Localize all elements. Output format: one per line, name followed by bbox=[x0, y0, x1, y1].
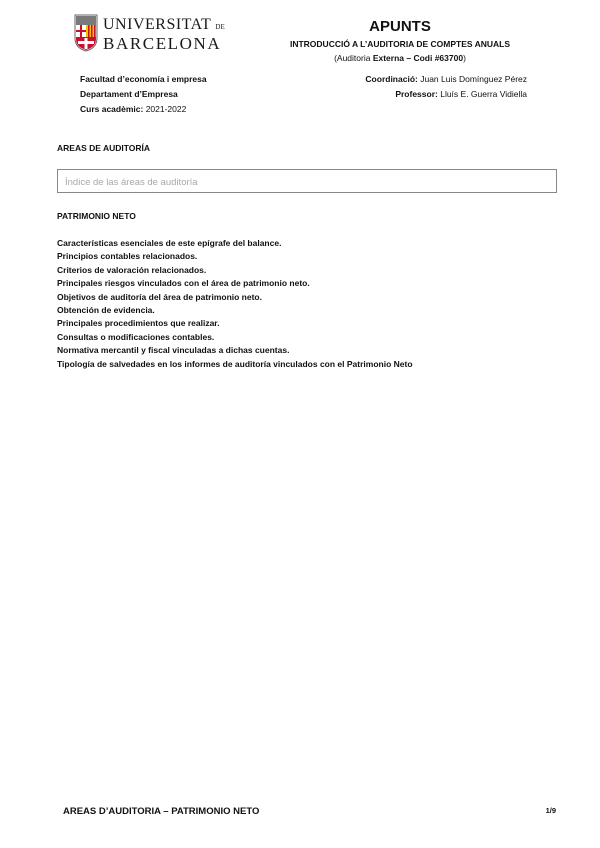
section-heading-patrimonio: PATRIMONIO NETO bbox=[57, 211, 136, 221]
topic-item: Obtención de evidencia. bbox=[57, 305, 155, 316]
topic-item: Objetivos de auditoría del área de patrimonio neto. bbox=[57, 291, 262, 302]
topic-item: Criterios de valoración relacionados. bbox=[57, 264, 207, 275]
university-shield-icon bbox=[74, 14, 98, 52]
course-meta-left bbox=[80, 72, 207, 117]
page-number: 1/9 bbox=[545, 806, 556, 815]
section-heading-areas: AREAS DE AUDITORÍA bbox=[57, 143, 151, 153]
topic-item: Normativa mercantil y fiscal vinculadas a dichas cuentas. bbox=[57, 345, 290, 356]
university-logo bbox=[74, 14, 225, 54]
topic-list bbox=[57, 237, 413, 371]
topic-item: Características esenciales de este epígrafe del balance. bbox=[57, 238, 282, 248]
logo-text-university: UNIVERSITAT DE bbox=[103, 16, 225, 33]
professor: Professor: Lluís E. Guerra Vidiella bbox=[395, 89, 527, 99]
document-title: APUNTS bbox=[369, 18, 431, 35]
academic-year: Curs acadèmic: 2021-2022 bbox=[80, 104, 187, 114]
course-title: INTRODUCCIÓ A L’AUDITORIA DE COMPTES ANUALS bbox=[289, 39, 511, 49]
course-code: (Auditoria Externa – Codi #63700) bbox=[334, 53, 466, 63]
logo-text-barcelona: BARCELONA bbox=[103, 34, 222, 53]
faculty-name: Facultad d’economía i empresa bbox=[80, 74, 207, 84]
topic-item: Tipología de salvedades en los informes de auditoría vinculados con el Patrimonio Neto bbox=[57, 358, 413, 369]
coordinator: Coordinació: Juan Luis Domínguez Pérez bbox=[365, 74, 527, 84]
topic-item: Principios contables relacionados. bbox=[57, 251, 198, 262]
topic-item: Principales procedimientos que realizar. bbox=[57, 318, 220, 329]
topic-item: Consultas o modificaciones contables. bbox=[57, 331, 215, 342]
index-of-areas-box: Índice de las áreas de auditoría bbox=[57, 169, 557, 193]
topic-item: Principales riesgos vinculados con el área de patrimonio neto. bbox=[57, 278, 310, 289]
department-name: Departament d’Empresa bbox=[80, 89, 178, 99]
footer-title: AREAS D’AUDITORIA – PATRIMONIO NETO bbox=[63, 806, 260, 817]
course-meta-right bbox=[365, 72, 527, 102]
